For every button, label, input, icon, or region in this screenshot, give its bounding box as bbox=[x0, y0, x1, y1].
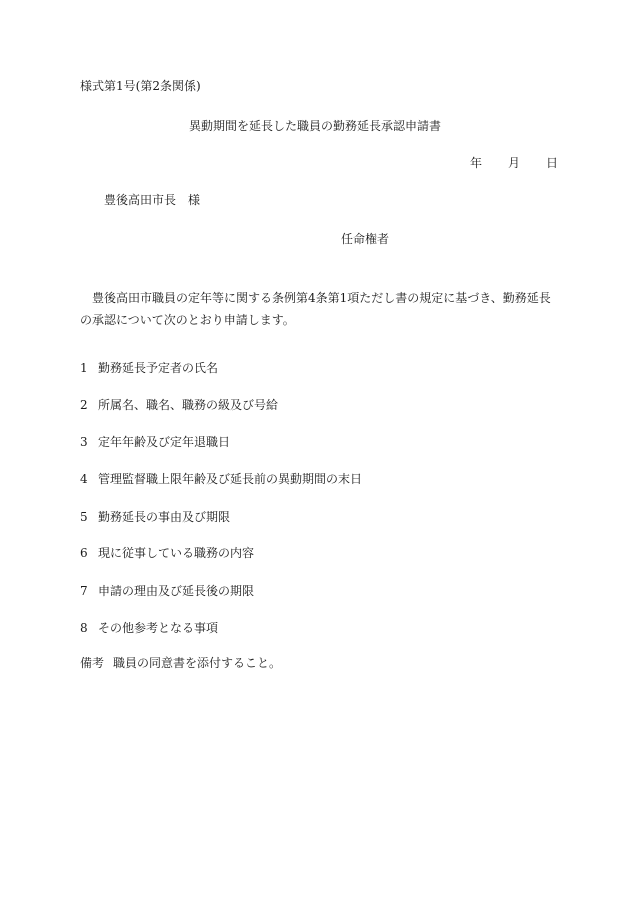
list-item bbox=[80, 435, 230, 449]
document-title: 異動期間を延長した職員の勤務延長承認申請書 bbox=[188, 119, 441, 133]
date-month-label: 月 bbox=[508, 156, 521, 170]
item-number: 1 bbox=[80, 361, 88, 375]
list-item bbox=[80, 584, 254, 598]
list-item bbox=[80, 472, 362, 486]
list-item bbox=[80, 398, 278, 412]
item-number: 8 bbox=[80, 621, 88, 635]
item-text: 定年年齢及び定年退職日 bbox=[98, 435, 231, 449]
item-number: 5 bbox=[80, 510, 88, 524]
item-text: 勤務延長の事由及び期限 bbox=[98, 510, 231, 524]
date-year-label: 年 bbox=[470, 156, 483, 170]
item-number: 3 bbox=[80, 435, 88, 449]
remarks-label: 備考 bbox=[80, 656, 105, 670]
list-item bbox=[80, 546, 254, 560]
item-number: 6 bbox=[80, 546, 88, 560]
item-text: 現に従事している職務の内容 bbox=[98, 546, 255, 560]
date-day-label: 日 bbox=[546, 156, 559, 170]
remarks bbox=[80, 656, 281, 670]
list-item bbox=[80, 361, 218, 375]
item-number: 4 bbox=[80, 472, 88, 486]
remarks-text: 職員の同意書を添付すること。 bbox=[113, 656, 282, 670]
item-text: 管理監督職上限年齢及び延長前の異動期間の末日 bbox=[98, 472, 363, 486]
date-line bbox=[470, 156, 558, 170]
addressee: 豊後高田市長 様 bbox=[104, 193, 201, 207]
form-number: 様式第1号(第2条関係) bbox=[80, 79, 201, 93]
item-text: その他参考となる事項 bbox=[98, 621, 219, 635]
appointing-authority: 任命権者 bbox=[341, 232, 390, 246]
list-item bbox=[80, 510, 230, 524]
item-text: 所属名、職名、職務の級及び号給 bbox=[98, 398, 279, 412]
item-text: 勤務延長予定者の氏名 bbox=[98, 361, 219, 375]
item-text: 申請の理由及び延長後の期限 bbox=[98, 584, 255, 598]
list-item bbox=[80, 621, 218, 635]
item-number: 2 bbox=[80, 398, 88, 412]
item-number: 7 bbox=[80, 584, 88, 598]
body-paragraph: 豊後高田市職員の定年等に関する条例第4条第1項ただし書の規定に基づき、勤務延長の承認について次のとおり申請します。 bbox=[80, 291, 551, 327]
